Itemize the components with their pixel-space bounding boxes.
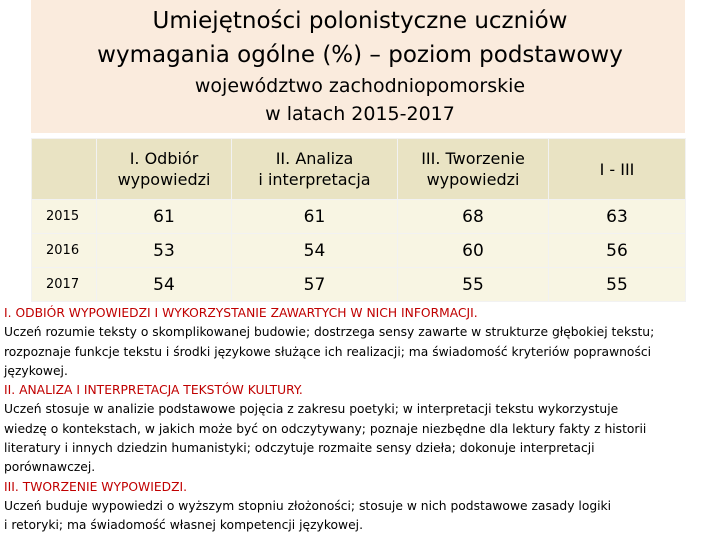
header-analiza [232, 139, 398, 200]
table-cell: 63 [549, 200, 686, 234]
header-label: II. Analiza [275, 149, 354, 168]
table-row [32, 268, 686, 302]
results-table [31, 138, 686, 302]
description-line: rozpoznaje funkcje tekstu i środki językowe służące ich realizacji; ma świadomość kryteriów poprawności [4, 344, 652, 359]
header-label: i interpretacja [258, 170, 371, 189]
description-line: Uczeń rozumie teksty o skomplikowanej budowie; dostrzega sensy zawarte w strukturze głębokiej tekstu; [4, 325, 655, 340]
table-cell: 54 [97, 268, 232, 302]
description-line: Uczeń buduje wypowiedzi o wyższym stopniu złożoności; stosuje w nich podstawowe zasady logiki [4, 498, 612, 513]
row-year: 2016 [32, 234, 97, 268]
table-row [32, 200, 686, 234]
table-cell: 61 [232, 200, 398, 234]
row-year: 2015 [32, 200, 97, 234]
description-line: wiedzę o kontekstach, w jakich może być on odczytywany; poznaje niezbędne dla lektury fakty z historii [4, 421, 647, 436]
table-cell: 60 [398, 234, 549, 268]
table-cell: 54 [232, 234, 398, 268]
header-label: wypowiedzi [117, 170, 211, 189]
table-cell: 55 [549, 268, 686, 302]
table-cell: 61 [97, 200, 232, 234]
row-year: 2017 [32, 268, 97, 302]
requirements-description [4, 304, 718, 536]
section-heading: II. ANALIZA I INTERPRETACJA TEKSTÓW KULTURY. [4, 383, 303, 398]
table-cell: 68 [398, 200, 549, 234]
section-heading: I. ODBIÓR WYPOWIEDZI I WYKORZYSTANIE ZAWARTYCH W NICH INFORMACJI. [4, 306, 478, 320]
title-line-1: Umiejętności polonistyczne uczniów [152, 8, 568, 34]
section-heading: III. TWORZENIE WYPOWIEDZI. [4, 479, 188, 494]
table-row [32, 234, 686, 268]
description-line: i retoryki; ma świadomość własnej kompetencji językowej. [4, 518, 363, 533]
header-tworzenie [398, 139, 549, 200]
description-line: literatury i innych dziedzin humanistyki; odczytuje rozmaite sensy dzieła; dokonuje interpretacji [4, 441, 595, 456]
header-label: I. Odbiór [129, 149, 199, 168]
header-label: I - III [599, 159, 635, 179]
header-label: III. Tworzenie [421, 149, 525, 168]
header-row [32, 139, 686, 200]
subtitle-line-1: województwo zachodniopomorskie [194, 75, 526, 97]
header-odbior [97, 139, 232, 200]
header-total [549, 139, 686, 200]
description-line: porównawczej. [4, 460, 96, 475]
header-label: wypowiedzi [426, 170, 520, 189]
table-cell: 57 [232, 268, 398, 302]
title-line-2: wymagania ogólne (%) – poziom podstawowy [97, 42, 623, 68]
table-cell: 53 [97, 234, 232, 268]
description-line: Uczeń stosuje w analizie podstawowe pojęcia z zakresu poetyki; w interpretacji tekstu wykorzystuje [4, 402, 619, 417]
table-cell: 56 [549, 234, 686, 268]
header-corner [32, 139, 97, 200]
description-line: językowej. [4, 363, 68, 378]
subtitle-line-2: w latach 2015-2017 [265, 103, 455, 125]
table-cell: 55 [398, 268, 549, 302]
